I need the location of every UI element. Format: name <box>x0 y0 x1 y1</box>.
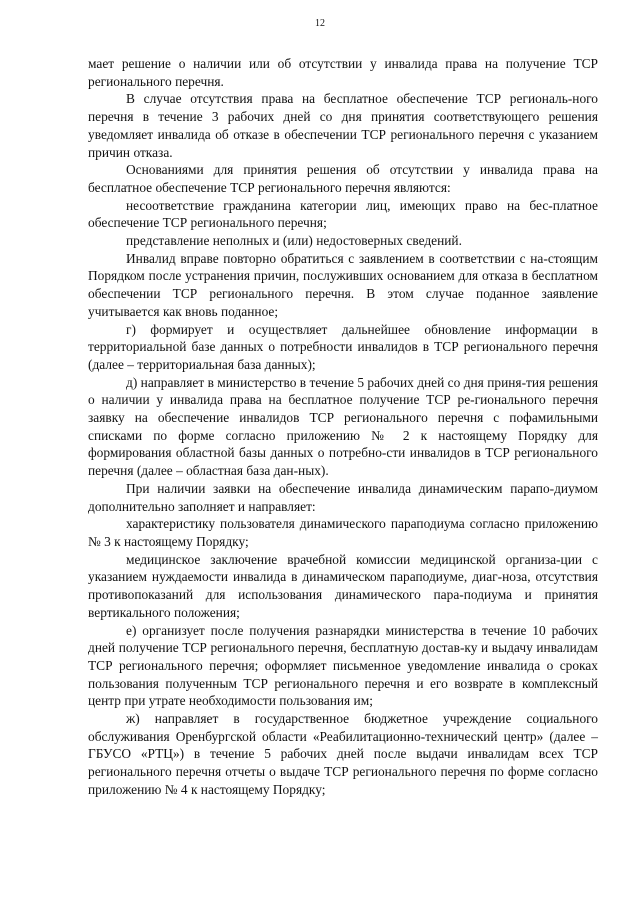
paragraph: мает решение о наличии или об отсутствии у инвалида права на получение ТСР регионального перечня. <box>88 56 598 89</box>
paragraph: представление неполных и (или) недостоверных сведений. <box>126 233 462 249</box>
paragraph: При наличии заявки на обеспечение инвалида динамическим парапо-диумом дополнительно заполняет и направляет: <box>88 480 598 514</box>
paragraph: несоответствие гражданина категории лиц, имеющих право на бес-платное обеспечение ТСР регионального перечня; <box>88 197 598 231</box>
paragraph: Инвалид вправе повторно обратиться с заявлением в соответствии с на-стоящим Порядком после устранения причин, послуживших основанием для отказа в бесплатном обеспечении ТСР регионального перечня. В этом случае поданное заявление учитывается как вновь поданное; <box>88 250 598 319</box>
document-body <box>88 55 598 799</box>
paragraph: д) направляет в министерство в течение 5 рабочих дней со дня приня-тия решения о наличии у инвалида права на бесплатное получение ТСР ре-гионального перечня заявку на обеспечение инвалидов ТСР регионального перечня с пофамильными списками по форме согласно приложению № 2 к настоящему Порядку для формирования областной базы данных о потребно-сти инвалидов в ТСР регионального перечня (далее – областная база дан-ных). <box>88 374 598 479</box>
page-number: 12 <box>315 18 325 29</box>
paragraph: Основаниями для принятия решения об отсутствии у инвалида права на бесплатное обеспечение ТСР регионального перечня являются: <box>88 162 598 195</box>
paragraph: характеристику пользователя динамического параподиума согласно приложению № 3 к настоящему Порядку; <box>88 516 598 549</box>
paragraph: медицинское заключение врачебной комиссии медицинской организа-ции с указанием нуждаемости инвалида в динамическом параподиуме, диаг-ноза, отсутствия противопоказаний для использования динамического пара-подиума и принятия вертикального положения; <box>88 551 598 620</box>
paragraph: В случае отсутствия права на бесплатное обеспечение ТСР региональ-ного перечня в течение 3 рабочих дней со дня принятия соответствующего решения уведомляет инвалида об отказе в обеспечении ТСР регионального перечня с указанием причин отказа. <box>88 91 598 160</box>
paragraph: г) формирует и осуществляет дальнейшее обновление информации в территориальной базе данных о потребности инвалидов в ТСР регионального перечня (далее – территориальная база данных); <box>88 321 598 372</box>
paragraph: е) организует после получения разнарядки министерства в течение 10 рабочих дней получение ТСР регионального перечня, бесплатную достав-ку и выдачу инвалидам ТСР регионального перечня; оформляет письменное уведомление инвалида о сроках пользования полученным ТСР регионального перечня и его возврате в комплексный центр при утрате необходимости пользования им; <box>88 622 598 709</box>
paragraph: ж) направляет в государственное бюджетное учреждение социального обслуживания Оренбургской области «Реабилитационно-технический центр» (далее – ГБУСО «РТЦ») в течение 5 рабочих дней после выдачи инвалидам всех ТСР регионального перечня отчеты о выдаче ТСР регионального перечня по форме согласно приложению № 4 к настоящему Порядку; <box>88 711 598 797</box>
